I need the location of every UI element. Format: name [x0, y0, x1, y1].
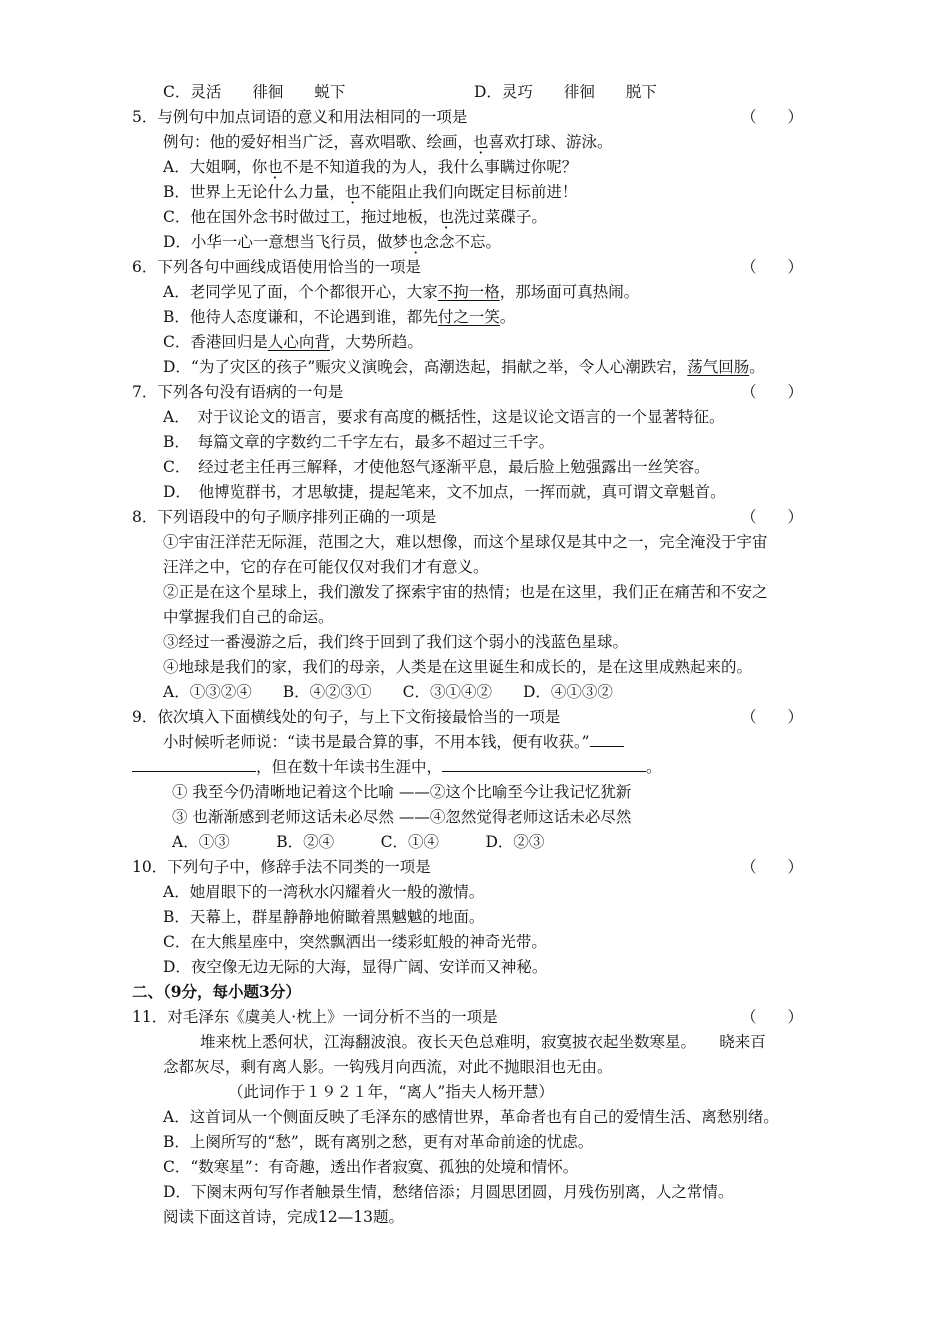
q10-option-b: B．天幕上，群星静静地俯瞰着黑魆魆的地面。: [163, 908, 485, 926]
q10-answer-paren: （ ）: [741, 858, 804, 876]
emphasis-dot-word: 也: [267, 158, 283, 176]
q11-option-c: C．“数寒星”：有奇趣，透出作者寂寞、孤独的处境和情怀。: [163, 1158, 579, 1176]
q11-option-b: B．上阕所写的“愁”，既有离别之愁，更有对革命前途的忧虑。: [163, 1133, 594, 1151]
q8-sentence-1a: ①宇宙汪洋茫无际涯，范围之大，难以想像，而这个星球仅是其中之一，完全淹没于宇宙: [163, 533, 768, 551]
q5-option-c: C．他在国外念书时做过工，拖过地板，也洗过菜碟子。: [163, 208, 547, 226]
q7-answer-paren: （ ）: [741, 383, 804, 401]
underlined-idiom: 人心向背: [267, 333, 330, 351]
q5-option-d: D．小华一心一意想当飞行员，做梦也念念不忘。: [163, 233, 501, 251]
emphasis-dot-word: 也: [344, 183, 361, 201]
q8-sentence-1b: 汪洋之中，它的存在可能仅仅对我们才有意义。: [163, 558, 489, 576]
q4-option-d: D．灵巧 徘徊 脱下: [474, 83, 657, 101]
q10-option-a: A．她眉眼下的一湾秋水闪耀着火一般的激情。: [163, 883, 485, 901]
q7-option-a: A． 对于议论文的语言，要求有高度的概括性，这是议论文语言的一个显著特征。: [163, 408, 725, 426]
q6-stem: 6．下列各句中画线成语使用恰当的一项是: [132, 258, 421, 276]
emphasis-dot-word: 也: [407, 233, 424, 251]
q9-stem: 9．依次填入下面横线处的句子，与上下文衔接最恰当的一项是: [132, 708, 561, 726]
q5-answer-paren: （ ）: [741, 108, 804, 126]
q9-passage-line-2: ，但在数十年读书生涯中， 。: [132, 757, 662, 777]
q10-option-d: D．夜空像无边无际的大海，显得广阔、安详而又神秘。: [163, 958, 548, 976]
q10-option-c: C．在大熊星座中，突然飘洒出一缕彩虹般的神奇光带。: [163, 933, 547, 951]
underlined-idiom: 不拘一格: [437, 283, 500, 301]
emphasis-dot-word: 也: [438, 208, 454, 226]
q11-poem-line-2: 念都灰尽，剩有离人影。一钩残月向西流，对此不抛眼泪也无由。: [163, 1058, 613, 1076]
q8-sentence-2a: ②正是在这个星球上，我们激发了探索宇宙的热情；也是在这里，我们正在痛苦和不安之: [163, 583, 768, 601]
q11-option-d: D．下阕末两句写作者触景生情，愁绪倍添；月圆思团圆，月残伤别离，人之常情。: [163, 1183, 734, 1201]
q8-stem: 8．下列语段中的句子顺序排列正确的一项是: [132, 508, 437, 526]
q11-stem: 11．对毛泽东《虞美人·枕上》一词分析不当的一项是: [132, 1008, 498, 1026]
q7-option-d: D． 他博览群书，才思敏捷，提起笔来，文不加点，一挥而就，真可谓文章魁首。: [163, 483, 726, 501]
q8-sentence-4: ④地球是我们的家，我们的母亲，人类是在这里诞生和成长的，是在这里成熟起来的。: [163, 658, 753, 676]
q6-option-d: D．“为了灾区的孩子”赈灾义演晚会，高潮迭起，捐献之举，令人心潮跌宕，荡气回肠。: [163, 358, 765, 376]
fill-blank-1b: [132, 757, 256, 772]
q7-option-b: B． 每篇文章的字数约二千字左右，最多不超过三千字。: [163, 433, 555, 451]
q6-option-c: C．香港回归是人心向背，大势所趋。: [163, 333, 423, 351]
fill-blank-1a: [590, 732, 624, 747]
underlined-idiom: 荡气回肠: [687, 358, 750, 376]
fill-blank-2: [442, 757, 646, 772]
q11-poem-line-1: 堆来枕上悉何状，江海翻波浪。夜长天色总难明，寂寞披衣起坐数寒星。 晓来百: [200, 1033, 766, 1051]
q11-option-a: A．这首词从一个侧面反映了毛泽东的感情世界，革命者也有自己的爱情生活、离愁别绪。: [163, 1108, 779, 1126]
q6-option-b: B．他待人态度谦和，不论遇到谁，都先付之一笑。: [163, 308, 516, 326]
q9-answer-paren: （ ）: [741, 708, 804, 726]
q9-passage-line-1: 小时候听老师说：“读书是最合算的事，不用本钱，便有收获。”: [163, 732, 624, 752]
q6-answer-paren: （ ）: [741, 258, 804, 276]
emphasis-dot-word: 也: [473, 133, 489, 151]
q8-sentence-2b: 中掌握我们自己的命运。: [163, 608, 334, 626]
q8-options: A．①③②④ B．④②③① C．③①④② D．④①③②: [163, 683, 613, 701]
q7-stem: 7．下列各句没有语病的一句是: [132, 383, 344, 401]
section-2-heading: 二、（9分，每小题3分）: [132, 982, 301, 1001]
q11-poem-note: （此词作于１９２１年，“离人”指夫人杨开慧）: [228, 1083, 554, 1101]
q5-stem: 5．与例句中加点词语的意义和用法相同的一项是: [132, 108, 468, 126]
q5-option-b: B．世界上无论什么力量，也不能阻止我们向既定目标前进！: [163, 183, 578, 201]
q7-option-c: C． 经过老主任再三解释，才使他怒气逐渐平息，最后脸上勉强露出一丝笑容。: [163, 458, 710, 476]
q8-answer-paren: （ ）: [741, 508, 804, 526]
q5-option-a: A．大姐啊，你也不是不知道我的为人，我什么事瞒过你呢？: [163, 158, 578, 176]
q8-sentence-3: ③经过一番漫游之后，我们终于回到了我们这个弱小的浅蓝色星球。: [163, 633, 629, 651]
q4-option-c: C．灵活 徘徊 蜕下: [163, 83, 346, 101]
q5-example: 例句：他的爱好相当广泛，喜欢唱歌、绘画，也喜欢打球、游泳。: [163, 133, 613, 151]
q6-option-a: A．老同学见了面，个个都很开心，大家不拘一格，那场面可真热闹。: [163, 283, 640, 301]
q10-stem: 10．下列句子中，修辞手法不同类的一项是: [132, 858, 431, 876]
q9-options: A．①③ B．②④ C．①④ D．②③: [172, 833, 545, 851]
q9-choices-row-2: ③ 也渐渐感到老师这话未必尽然 ——④忽然觉得老师这话未必尽然: [172, 808, 632, 826]
q9-choices-row-1: ① 我至今仍清晰地记着这个比喻 ——②这个比喻至今让我记忆犹新: [172, 783, 632, 801]
underlined-idiom: 付之一笑: [437, 308, 500, 326]
reading-instruction: 阅读下面这首诗，完成12—13题。: [163, 1208, 404, 1226]
q11-answer-paren: （ ）: [741, 1008, 804, 1026]
